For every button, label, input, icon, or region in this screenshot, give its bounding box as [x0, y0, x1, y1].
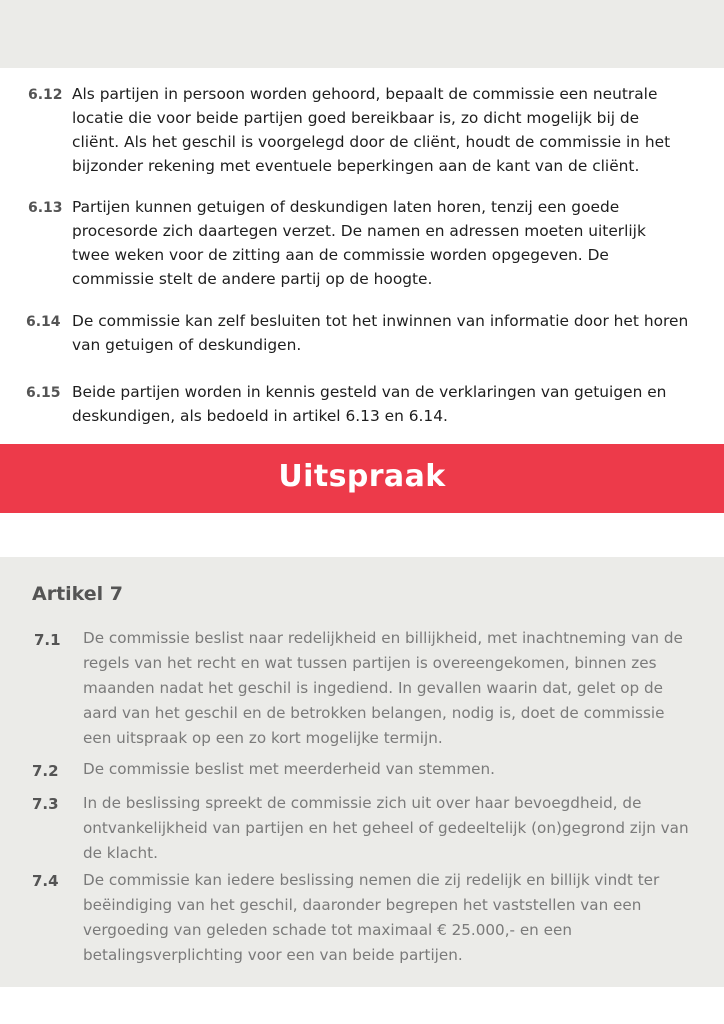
article-text: Beide partijen worden in kennis gesteld van de verklaringen van getuigen en deskundigen, als bedoeld in artikel 6.13 en 6.14. [72, 383, 667, 425]
section-banner [0, 444, 724, 513]
section-heading: Artikel 7 [32, 583, 124, 605]
article-text: De commissie beslist met meerderheid van stemmen. [83, 760, 495, 778]
article-number: 6.13 [28, 200, 63, 216]
article-number: 7.2 [32, 762, 59, 780]
article-text: Partijen kunnen getuigen of deskundigen laten horen, tenzij een goede procesorde zich daartegen verzet. De namen en adressen moeten uiterlijk twee weken voor de zitting aan de commissie worden opgegeven. De commissie stelt de andere partij op de hoogte. [72, 198, 646, 288]
article-text: De commissie beslist naar redelijkheid en billijkheid, met inachtneming van de regels van het recht en wat tussen partijen is overeengekomen, binnen zes maanden nadat het geschil is ingediend. In gevallen waarin dat, gelet op de aard van het geschil en de betrokken belangen, nodig is, doet de commissie een uitspraak op een zo kort mogelijke termijn. [83, 629, 683, 747]
article-text: Als partijen in persoon worden gehoord, bepaalt de commissie een neutrale locatie die voor beide partijen goed bereikbaar is, zo dicht mogelijk bij de cliënt. Als het geschil is voorgelegd door de cliënt, houdt de commissie in het bijzonder rekening met eventuele beperkingen aan de kant van de cliënt. [72, 85, 671, 175]
article-number: 6.15 [26, 385, 61, 401]
article-number: 6.12 [28, 87, 63, 103]
article-number: 7.3 [32, 795, 59, 813]
article-number: 6.14 [26, 314, 61, 330]
article-text: De commissie kan zelf besluiten tot het inwinnen van informatie door het horen van getuigen of deskundigen. [72, 312, 689, 354]
article-text: De commissie kan iedere beslissing nemen die zij redelijk en billijk vindt ter beëindiging van het geschil, daaronder begrepen het vaststellen van een vergoeding van geleden schade tot maximaal € 25.000,- en een betalingsverplichting voor een van beide partijen. [83, 871, 660, 964]
banner-title: Uitspraak [278, 459, 446, 494]
top-gray-band [0, 0, 724, 68]
article-text: In de beslissing spreekt de commissie zich uit over haar bevoegdheid, de ontvankelijkheid van partijen en het geheel of gedeeltelijk (on)gegrond zijn van de klacht. [83, 794, 689, 862]
article-number: 7.1 [34, 631, 61, 649]
article-number: 7.4 [32, 872, 59, 890]
